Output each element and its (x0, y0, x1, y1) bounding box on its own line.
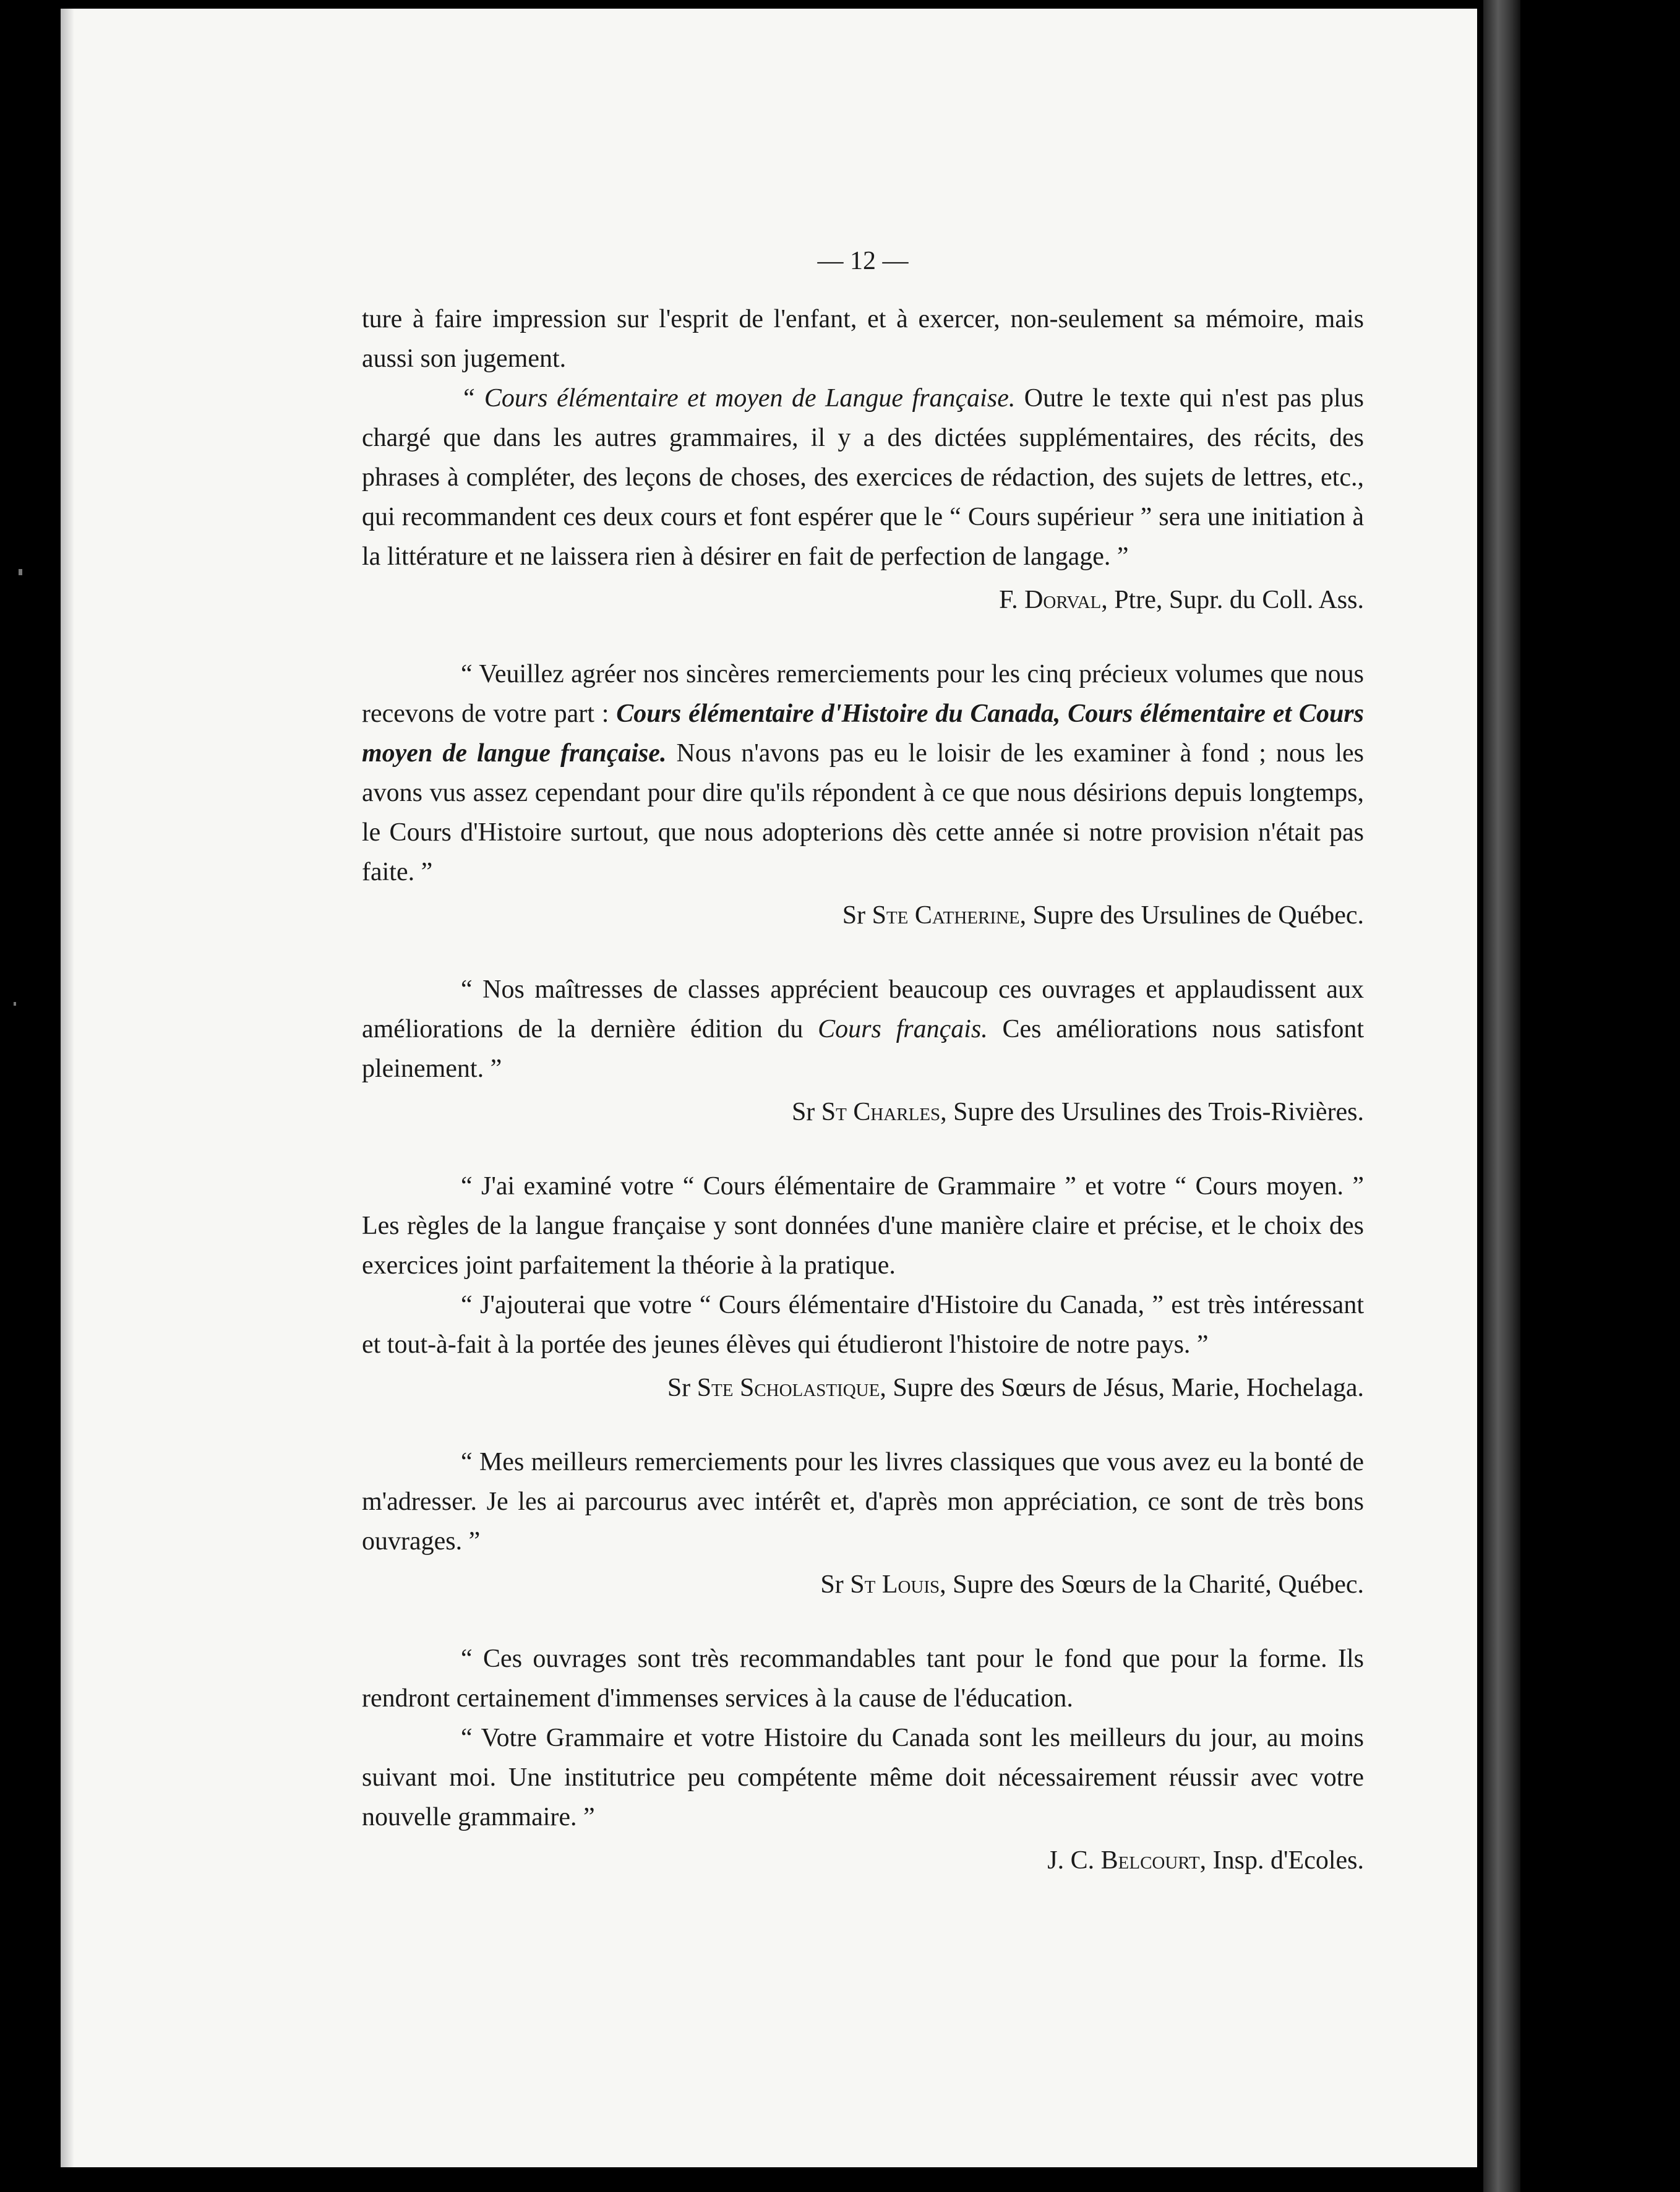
paragraph: “ Votre Grammaire et votre Histoire du Canada sont les meilleurs du jour, au moins suivant moi. Une institutrice peu compétente même doit nécessairement réussir avec votre nouvelle grammaire. ” (362, 1724, 1364, 1831)
paragraph-text: “ Veuillez agréer nos sincères remerciements pour les cinq précieux volumes que nous recevons de votre part : (362, 660, 1364, 728)
paragraph-text: Nous n'avons pas eu le loisir de les examiner à fond ; nous les avons vus assez cependant pour dire qu'ils répondent à ce que nous désirions depuis longtemps, le Cours d'Histoire surtout, que nous adopterions dès cette année si notre provision n'était pas faite. ” (362, 739, 1364, 886)
signature-charles (362, 1092, 1364, 1132)
paragraph-text: Outre le texte qui n'est pas plus chargé que dans les autres grammaires, il y a des dictées supplémentaires, des récits, des phrases à compléter, des leçons de choses, des exercices de rédaction, des sujets de lettres, etc., qui recommandent ces deux cours et font espérer que le “ Cours supérieur ” sera une initiation à la littérature et ne laissera rien à désirer en fait de perfection de langage. ” (362, 384, 1364, 571)
scan-speck (14, 1002, 16, 1006)
paragraph: “ J'ajouterai que votre “ Cours élémentaire d'Histoire du Canada, ” est très intéressant et tout-à-fait à la portée des jeunes élèves qui étudieront l'histoire de notre pays. ” (362, 1291, 1364, 1359)
paragraph (362, 970, 1364, 1089)
signature-name: St Charles (821, 1098, 941, 1126)
adjacent-page-edge (1483, 0, 1520, 2192)
page-gutter-shadow (61, 9, 74, 2167)
paragraph (362, 379, 1364, 576)
signature-belcourt (362, 1841, 1364, 1880)
page-number: — 12 — (817, 247, 909, 275)
signature-title: , Ptre, Supr. du Coll. Ass. (1101, 586, 1364, 614)
paragraph: ture à faire impression sur l'esprit de l'enfant, et à exercer, non-seulement sa mémoire, mais aussi son jugement. (362, 305, 1364, 373)
paragraph-text: Ces améliorations nous satisfont pleinement. ” (362, 1015, 1364, 1083)
signature-louis (362, 1565, 1364, 1604)
italic-title: Cours français. (818, 1015, 988, 1043)
paragraph (362, 654, 1364, 892)
scan-speck (19, 569, 22, 575)
signature-title: , Supre des Ursulines des Trois-Rivières. (940, 1098, 1364, 1126)
signature-prefix: Sr (820, 1570, 851, 1599)
signature-title: , Supre des Ursulines de Québec. (1019, 901, 1364, 930)
italic-title: “ Cours élémentaire et moyen de Langue française. (461, 384, 1016, 413)
signature-scholastique (362, 1368, 1364, 1408)
signature-title: , Supre des Sœurs de la Charité, Québec. (940, 1570, 1364, 1599)
signature-catherine (362, 896, 1364, 935)
signature-name: Belcourt (1100, 1846, 1200, 1875)
paragraph: “ J'ai examiné votre “ Cours élémentaire de Grammaire ” et votre “ Cours moyen. ” Les règles de la langue française y sont données d'une manière claire et précise, et le choix des exercices joint parfaitement la théorie à la pratique. (362, 1172, 1364, 1280)
paragraph: “ Ces ouvrages sont très recommandables tant pour le fond que pour la forme. Ils rendront certainement d'immenses services à la cause de l'éducation. (362, 1645, 1364, 1713)
signature-title: , Supre des Sœurs de Jésus, Marie, Hochelaga. (880, 1374, 1364, 1402)
signature-name: Ste Scholastique (696, 1374, 880, 1402)
paragraph-text: “ Nos maîtresses de classes apprécient beaucoup ces ouvrages et applaudissent aux améliorations de la dernière édition du (362, 975, 1364, 1043)
page-text (362, 241, 1364, 1915)
signature-prefix: F. (999, 586, 1025, 614)
signature-name: Dorval (1024, 586, 1102, 614)
signature-prefix: Sr (842, 901, 872, 930)
signature-name: St Louis (850, 1570, 940, 1599)
signature-dorval (362, 580, 1364, 620)
paragraph: “ Mes meilleurs remerciements pour les livres classiques que vous avez eu la bonté de m'adresser. Je les ai parcourus avec intérêt et, d'après mon appréciation, ce sont de très bons ouvrages. ” (362, 1448, 1364, 1556)
signature-prefix: J. C. (1047, 1846, 1101, 1875)
signature-prefix: Sr (667, 1374, 697, 1402)
signature-prefix: Sr (791, 1098, 821, 1126)
italic-title: Cours élémentaire d'Histoire du Canada, Cours élémentaire et Cours moyen de langue française. (362, 700, 1364, 768)
signature-title: , Insp. d'Ecoles. (1199, 1846, 1364, 1875)
signature-name: Ste Catherine (872, 901, 1020, 930)
